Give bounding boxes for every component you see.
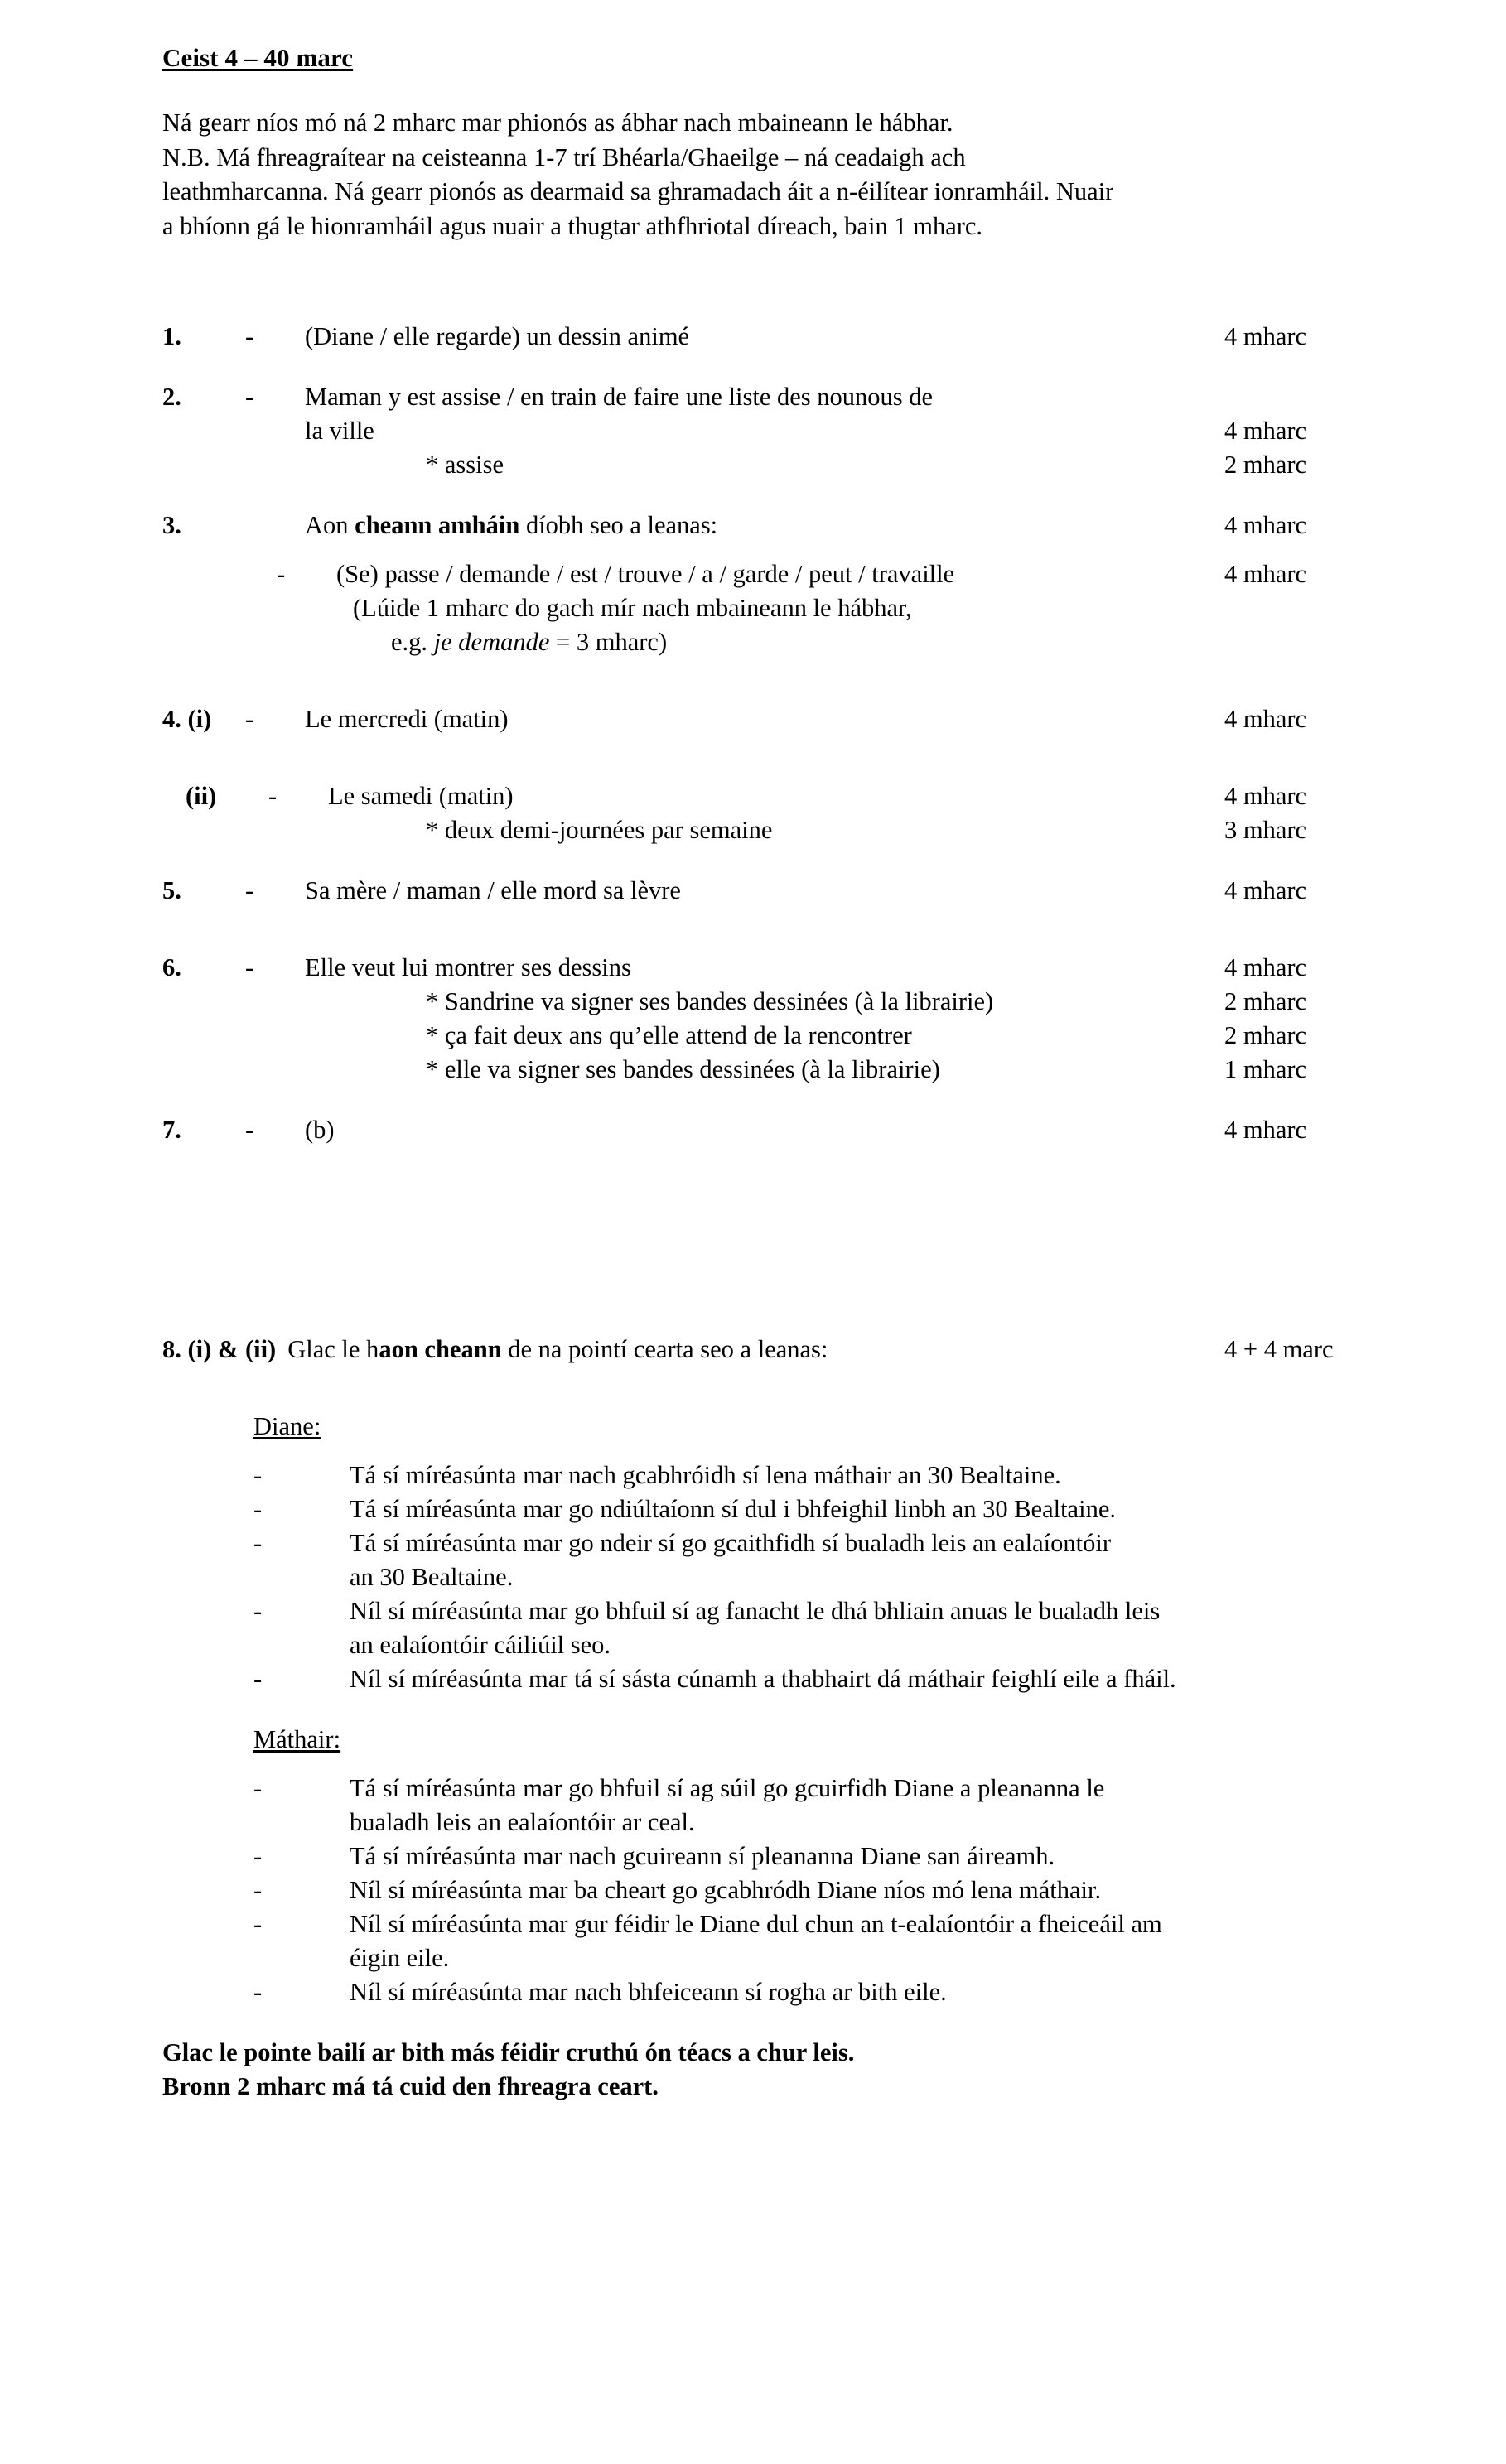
spacer bbox=[162, 659, 1382, 702]
spacer bbox=[162, 1367, 1382, 1410]
intro-line-2: N.B. Má fhreagraítear na ceisteanna 1-7 trí Bhéarla/Ghaeilge – ná ceadaigh ach bbox=[162, 142, 966, 171]
list-item bbox=[253, 1772, 1382, 1840]
list-item bbox=[253, 1907, 1382, 1975]
bullet-list-mathair bbox=[253, 1772, 1382, 2009]
group-heading-diane bbox=[253, 1410, 1382, 1444]
spacer bbox=[162, 1271, 1382, 1333]
bullet-text-line-1: Níl sí míréasúnta mar gur féidir le Diane dul chun an t-ealaíontóir a fheiceáil am bbox=[350, 1910, 1162, 1938]
item-star-text-6-3: * elle va signer ses bandes dessinées (à la librairie) bbox=[426, 1055, 940, 1083]
marking-row-4i bbox=[162, 702, 1382, 736]
footnote-line-1: Glac le pointe bailí ar bith más féidir cruthú ón téacs a chur leis. bbox=[162, 2038, 855, 2066]
list-item bbox=[253, 1459, 1382, 1492]
marking-row-6-star-2 bbox=[162, 1019, 1382, 1053]
item-text-1: (Diane / elle regarde) un dessin animé bbox=[305, 322, 690, 350]
item-number-1: 1. bbox=[162, 322, 181, 350]
spacer bbox=[162, 1696, 1382, 1723]
section-8-lead: 8. (i) & (ii) bbox=[162, 1335, 277, 1363]
item-mark-1: 4 mharc bbox=[1224, 322, 1307, 350]
item-star-text-6-2: * ça fait deux ans qu’elle attend de la rencontrer bbox=[426, 1021, 912, 1049]
item-number-4ii: (ii) bbox=[186, 782, 217, 810]
marking-row-4ii bbox=[162, 779, 1382, 813]
eg-suffix: = 3 mharc) bbox=[549, 628, 668, 656]
eg-label: e.g. bbox=[391, 628, 434, 656]
spacer bbox=[162, 244, 1382, 320]
bullet-text bbox=[350, 1492, 1382, 1526]
list-item bbox=[253, 1975, 1382, 2009]
spacer bbox=[162, 847, 1382, 874]
group-heading-diane-label: Diane bbox=[253, 1412, 314, 1440]
item-number-4i: 4. (i) bbox=[162, 705, 212, 733]
item-text-3-bold: cheann amháin bbox=[355, 511, 520, 539]
spacer bbox=[162, 1757, 1382, 1772]
group-heading-mathair-colon: : bbox=[333, 1725, 341, 1753]
group-heading-mathair-label: Máthair bbox=[253, 1725, 334, 1753]
intro-paragraph bbox=[162, 106, 1239, 244]
bullet-text bbox=[350, 1975, 1382, 2009]
bullet-text-line-1: Níl sí míréasúnta mar ba cheart go gcabhródh Diane níos mó lena máthair. bbox=[350, 1876, 1102, 1904]
intro-line-3: leathmharcanna. Ná gearr pionós as dearmaid sa ghramadach áit a n-éilítear ionramháil. Nuair bbox=[162, 177, 1114, 205]
bullet-text bbox=[350, 1662, 1382, 1696]
bullet-text-line-1: Tá sí míréasúnta mar nach gcabhróidh sí lena máthair an 30 Bealtaine. bbox=[350, 1461, 1061, 1489]
bullet-text bbox=[350, 1840, 1382, 1873]
marking-row-3-sub bbox=[162, 557, 1382, 591]
bullet-text bbox=[350, 1594, 1382, 1662]
item-dash-1: - bbox=[245, 322, 254, 350]
spacer bbox=[162, 1087, 1382, 1113]
item-dash-7: - bbox=[245, 1116, 254, 1144]
intro-line-1: Ná gearr níos mó ná 2 mharc mar phionós as ábhar nach mbaineann le hábhar. bbox=[162, 108, 953, 137]
item-mark-6: 4 mharc bbox=[1224, 953, 1307, 981]
marking-row-5 bbox=[162, 874, 1382, 908]
section-8-bold: aon cheann bbox=[379, 1335, 502, 1363]
item-text-5: Sa mère / maman / elle mord sa lèvre bbox=[305, 876, 681, 904]
item-star-mark-6-2: 2 mharc bbox=[1224, 1021, 1307, 1049]
bullet-text bbox=[350, 1772, 1382, 1840]
item-dash-6: - bbox=[245, 953, 254, 981]
item-text-4i: Le mercredi (matin) bbox=[305, 705, 509, 733]
spacer bbox=[162, 542, 1382, 557]
item-star-mark-6-1: 2 mharc bbox=[1224, 987, 1307, 1015]
spacer bbox=[162, 482, 1382, 509]
item-star-mark-2: 2 mharc bbox=[1224, 451, 1307, 479]
bullet-text bbox=[350, 1907, 1382, 1975]
group-heading-mathair bbox=[253, 1723, 1382, 1757]
item-text-2-line-2: la ville bbox=[305, 417, 374, 445]
item-mark-5: 4 mharc bbox=[1224, 876, 1307, 904]
section-8-text bbox=[287, 1333, 1224, 1367]
item-dash-5: - bbox=[245, 876, 254, 904]
marking-row-3-sub-3 bbox=[162, 625, 1382, 659]
group-heading-diane-colon: : bbox=[313, 1412, 321, 1440]
marking-row-3 bbox=[162, 509, 1382, 542]
item-dash-2: - bbox=[245, 383, 254, 411]
item-sub-text-3-line-2: (Lúide 1 mharc do gach mír nach mbaineann le hábhar, bbox=[353, 594, 912, 622]
marking-row-3-sub-2 bbox=[162, 591, 1382, 625]
bullet-dash: - bbox=[253, 1529, 263, 1557]
item-number-3: 3. bbox=[162, 511, 181, 539]
page-title-wrapper bbox=[162, 43, 1382, 106]
spacer bbox=[162, 908, 1382, 951]
marking-row-6-star-1 bbox=[162, 985, 1382, 1019]
item-mark-7: 4 mharc bbox=[1224, 1116, 1307, 1144]
item-text-2-line-1: Maman y est assise / en train de faire une liste des nounous de bbox=[305, 383, 934, 411]
bullet-text bbox=[350, 1873, 1382, 1907]
bullet-text-line-1: Tá sí míréasúnta mar go ndeir sí go gcaithfidh sí bualadh leis an ealaíontóir bbox=[350, 1529, 1111, 1557]
section-8-prefix: Glac le h bbox=[287, 1335, 379, 1363]
marking-row-2-star bbox=[162, 448, 1382, 482]
bullet-dash: - bbox=[253, 1597, 263, 1625]
item-text-3 bbox=[305, 509, 1224, 542]
section-8-mark: 4 + 4 marc bbox=[1224, 1335, 1334, 1363]
marking-row-4ii-star bbox=[162, 813, 1382, 847]
bullet-text-line-1: Níl sí míréasúnta mar go bhfuil sí ag fanacht le dhá bhliain anuas le bualadh leis bbox=[350, 1597, 1161, 1625]
page-title: Ceist 4 – 40 marc bbox=[162, 43, 354, 72]
item-dash-4ii: - bbox=[268, 782, 278, 810]
bullet-dash: - bbox=[253, 1495, 263, 1523]
item-dash-4i: - bbox=[245, 705, 254, 733]
list-item bbox=[253, 1840, 1382, 1873]
item-text-4ii: Le samedi (matin) bbox=[328, 782, 514, 810]
item-star-mark-4ii: 3 mharc bbox=[1224, 816, 1307, 844]
bullet-text bbox=[350, 1459, 1382, 1492]
item-number-7: 7. bbox=[162, 1116, 181, 1144]
bullet-text-line-2: éigin eile. bbox=[350, 1944, 450, 1972]
list-item bbox=[253, 1594, 1382, 1662]
marking-row-6 bbox=[162, 951, 1382, 985]
bullet-dash: - bbox=[253, 1665, 263, 1693]
item-text-7: (b) bbox=[305, 1116, 335, 1144]
item-text-3-suffix: díobh seo a leanas: bbox=[519, 511, 718, 539]
bullet-text bbox=[350, 1526, 1382, 1594]
item-mark-4i: 4 mharc bbox=[1224, 705, 1307, 733]
bullet-text-line-1: Tá sí míréasúnta mar nach gcuireann sí pleananna Diane san áireamh. bbox=[350, 1842, 1055, 1870]
marking-row-7 bbox=[162, 1113, 1382, 1147]
item-star-text-6-1: * Sandrine va signer ses bandes dessinées (à la librairie) bbox=[426, 987, 994, 1015]
item-mark-2: 4 mharc bbox=[1224, 417, 1307, 445]
marking-row-2 bbox=[162, 380, 1382, 414]
item-number-6: 6. bbox=[162, 953, 181, 981]
footnote-line-2: Bronn 2 mharc má tá cuid den fhreagra ceart. bbox=[162, 2072, 659, 2100]
bullet-text-line-1: Níl sí míréasúnta mar tá sí sásta cúnamh a thabhairt dá máthair feighlí eile a fháil. bbox=[350, 1665, 1176, 1693]
item-number-2: 2. bbox=[162, 383, 181, 411]
bullet-text-line-1: Níl sí míréasúnta mar nach bhfeiceann sí rogha ar bith eile. bbox=[350, 1978, 947, 2006]
bullet-dash: - bbox=[253, 1461, 263, 1489]
item-sub-mark-3: 4 mharc bbox=[1224, 560, 1307, 588]
list-item bbox=[253, 1873, 1382, 1907]
bullet-list-diane bbox=[253, 1459, 1382, 1696]
bullet-dash: - bbox=[253, 1876, 263, 1904]
item-sub-text-3-line-1: (Se) passe / demande / est / trouve / a / garde / peut / travaille bbox=[336, 560, 955, 588]
bullet-dash: - bbox=[253, 1774, 263, 1802]
bullet-text-line-2: an ealaíontóir cáiliúil seo. bbox=[350, 1631, 611, 1659]
bullet-dash: - bbox=[253, 1842, 263, 1870]
eg-italic-example: je demande bbox=[433, 628, 550, 656]
spacer bbox=[162, 1444, 1382, 1459]
item-star-mark-6-3: 1 mharc bbox=[1224, 1055, 1307, 1083]
list-item bbox=[253, 1662, 1382, 1696]
spacer bbox=[162, 354, 1382, 380]
item-sub-text-3-line-3 bbox=[305, 625, 1224, 659]
item-text-3-prefix: Aon bbox=[305, 511, 355, 539]
section-8-heading bbox=[162, 1333, 1382, 1367]
intro-line-4: a bhíonn gá le hionramháil agus nuair a thugtar athfhriotal díreach, bain 1 mharc. bbox=[162, 211, 983, 240]
bullet-text-line-1: Tá sí míréasúnta mar go ndiúltaíonn sí dul i bhfeighil linbh an 30 Bealtaine. bbox=[350, 1495, 1116, 1523]
list-item bbox=[253, 1492, 1382, 1526]
bullet-text-line-2: bualadh leis an ealaíontóir ar ceal. bbox=[350, 1808, 695, 1836]
spacer bbox=[162, 736, 1382, 779]
marking-row-1 bbox=[162, 320, 1382, 354]
item-mark-4ii: 4 mharc bbox=[1224, 782, 1307, 810]
item-number-5: 5. bbox=[162, 876, 181, 904]
item-dash-3-sub: - bbox=[277, 560, 286, 588]
marking-row-6-star-3 bbox=[162, 1053, 1382, 1087]
item-star-text-2: * assise bbox=[426, 451, 504, 479]
spacer bbox=[162, 1147, 1382, 1271]
spacer bbox=[162, 2009, 1382, 2036]
bullet-text-line-2: an 30 Bealtaine. bbox=[350, 1563, 514, 1591]
list-item bbox=[253, 1526, 1382, 1594]
section-8-suffix: de na pointí cearta seo a leanas: bbox=[501, 1335, 828, 1363]
item-text-6: Elle veut lui montrer ses dessins bbox=[305, 953, 631, 981]
bullet-dash: - bbox=[253, 1978, 263, 2006]
bullet-dash: - bbox=[253, 1910, 263, 1938]
item-star-text-4ii: * deux demi-journées par semaine bbox=[426, 816, 773, 844]
item-mark-3: 4 mharc bbox=[1224, 511, 1307, 539]
marking-row-2-continued bbox=[162, 414, 1382, 448]
bullet-text-line-1: Tá sí míréasúnta mar go bhfuil sí ag súil go gcuirfidh Diane a pleananna le bbox=[350, 1774, 1105, 1802]
